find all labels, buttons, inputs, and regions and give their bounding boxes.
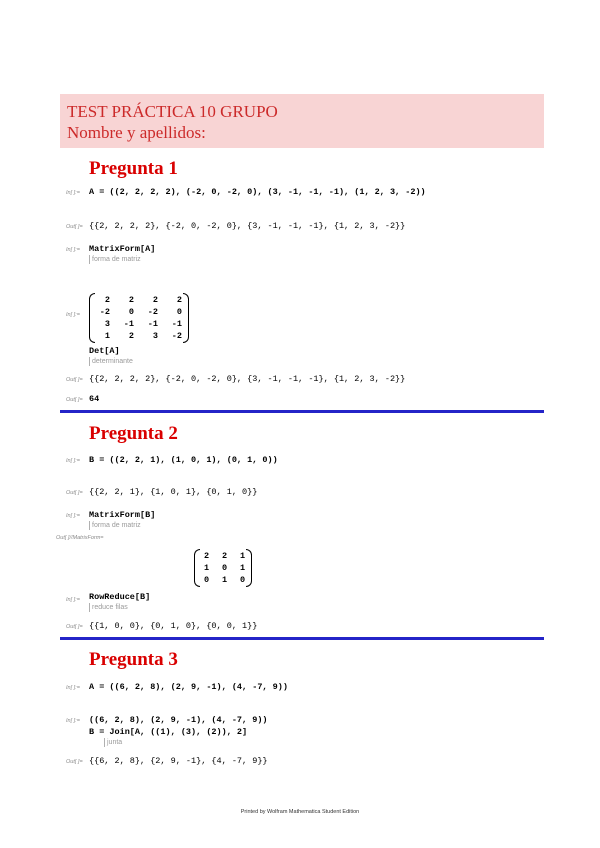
in-label: In[ ]:=: [66, 597, 80, 603]
out-label: Out[ ]=: [66, 759, 83, 765]
footer-printed-by: Printed by Wolfram Mathematica Student Edition: [240, 809, 360, 815]
matrix-cell: 0: [176, 307, 182, 317]
out-label: Out[ ]=: [66, 490, 83, 496]
name-field-label: Nombre y apellidos:: [67, 123, 206, 142]
q2-output-matrix-b: {{2, 2, 1}, {1, 0, 1}, {0, 1, 0}}: [89, 487, 258, 497]
in-label: In[ ]:=: [66, 247, 80, 253]
q1-output-det-value: 64: [89, 394, 100, 404]
in-label: In[ ]:=: [66, 718, 80, 724]
q1-hint-matrixform: forma de matriz: [89, 255, 141, 264]
out-label: Out[ ]=: [66, 624, 83, 630]
q1-output-det-list: {{2, 2, 2, 2}, {-2, 0, -2, 0}, {3, -1, -1, -1}, {1, 2, 3, -2}}: [89, 374, 406, 384]
q1-input-matrix-a[interactable]: A = ((2, 2, 2, 2), (-2, 0, -2, 0), (3, -1, -1, -1), (1, 2, 3, -2)): [89, 187, 426, 197]
matrix-cell: 2: [152, 295, 158, 305]
matrix-cell: 0: [221, 563, 228, 573]
q3-input-join[interactable]: B = Join[A, ((1), (3), (2)), 2]: [89, 727, 248, 737]
q3-output-join: {{6, 2, 8}, {2, 9, -1}, {4, -7, 9}}: [89, 756, 268, 766]
matrix-cell: 2: [221, 551, 228, 561]
q2-hint-matrixform: forma de matriz: [89, 521, 141, 530]
q1-hint-det: determinante: [89, 357, 133, 366]
out-label: Out[ ]=: [66, 377, 83, 383]
q1-output-matrix-a: {{2, 2, 2, 2}, {-2, 0, -2, 0}, {3, -1, -1, -1}, {1, 2, 3, -2}}: [89, 221, 406, 231]
q2-matrix-display: [194, 549, 252, 587]
q2-output-rowreduce: {{1, 0, 0}, {0, 1, 0}, {0, 0, 1}}: [89, 621, 258, 631]
out-label: Out[ ]=: [66, 224, 83, 230]
matrix-cell: -2: [171, 331, 182, 341]
in-label: In[ ]:=: [66, 685, 80, 691]
matrix-cell: 2: [104, 295, 110, 305]
q3-hint-join: junta: [104, 738, 122, 747]
matrix-cell: 2: [128, 331, 134, 341]
q2-input-matrixform[interactable]: MatrixForm[B]: [89, 510, 156, 520]
in-label: In[ ]:=: [66, 458, 80, 464]
out-label: Out[ ]=: [66, 397, 83, 403]
matrix-cell: 3: [152, 331, 158, 341]
matrix-cell: 0: [203, 575, 210, 585]
q3-input-matrix-a[interactable]: A = ((6, 2, 8), (2, 9, -1), (4, -7, 9)): [89, 682, 288, 692]
matrix-cell: -2: [99, 307, 110, 317]
matrix-cell: 2: [128, 295, 134, 305]
matrix-cell: 0: [239, 575, 246, 585]
q2-input-matrix-b[interactable]: B = ((2, 2, 1), (1, 0, 1), (0, 1, 0)): [89, 455, 278, 465]
matrix-cell: 1: [203, 563, 210, 573]
matrix-cell: -1: [147, 319, 158, 329]
question-2-heading: Pregunta 2: [89, 423, 178, 444]
matrix-cell: 1: [239, 563, 246, 573]
q1-input-det[interactable]: Det[A]: [89, 346, 120, 356]
question-1-heading: Pregunta 1: [89, 158, 178, 179]
in-label: In[ ]:=: [66, 312, 80, 318]
matrix-cell: 2: [203, 551, 210, 561]
section-separator: [60, 637, 544, 640]
matrix-cell: 1: [221, 575, 228, 585]
test-title: TEST PRÁCTICA 10 GRUPO: [67, 102, 278, 121]
matrix-cell: 1: [239, 551, 246, 561]
matrix-cell: 0: [128, 307, 134, 317]
in-label: In[ ]:=: [66, 190, 80, 196]
q2-hint-rowreduce: reduce filas: [89, 603, 128, 612]
matrix-cell: -1: [171, 319, 182, 329]
question-3-heading: Pregunta 3: [89, 649, 178, 670]
section-separator: [60, 410, 544, 413]
in-label: In[ ]:=: [66, 513, 80, 519]
q1-input-matrixform[interactable]: MatrixForm[A]: [89, 244, 156, 254]
matrix-cell: -2: [147, 307, 158, 317]
q1-matrix-display: [89, 293, 189, 343]
matrix-cell: 3: [104, 319, 110, 329]
q2-input-rowreduce[interactable]: RowReduce[B]: [89, 592, 151, 602]
q3-input-list[interactable]: ((6, 2, 8), (2, 9, -1), (4, -7, 9)): [89, 715, 268, 725]
matrix-cell: 1: [104, 331, 110, 341]
matrix-cell: 2: [176, 295, 182, 305]
title-box: [60, 94, 544, 148]
matrix-cell: -1: [123, 319, 134, 329]
out-matrixform-label: Out[ ]//MatrixForm=: [56, 535, 104, 541]
